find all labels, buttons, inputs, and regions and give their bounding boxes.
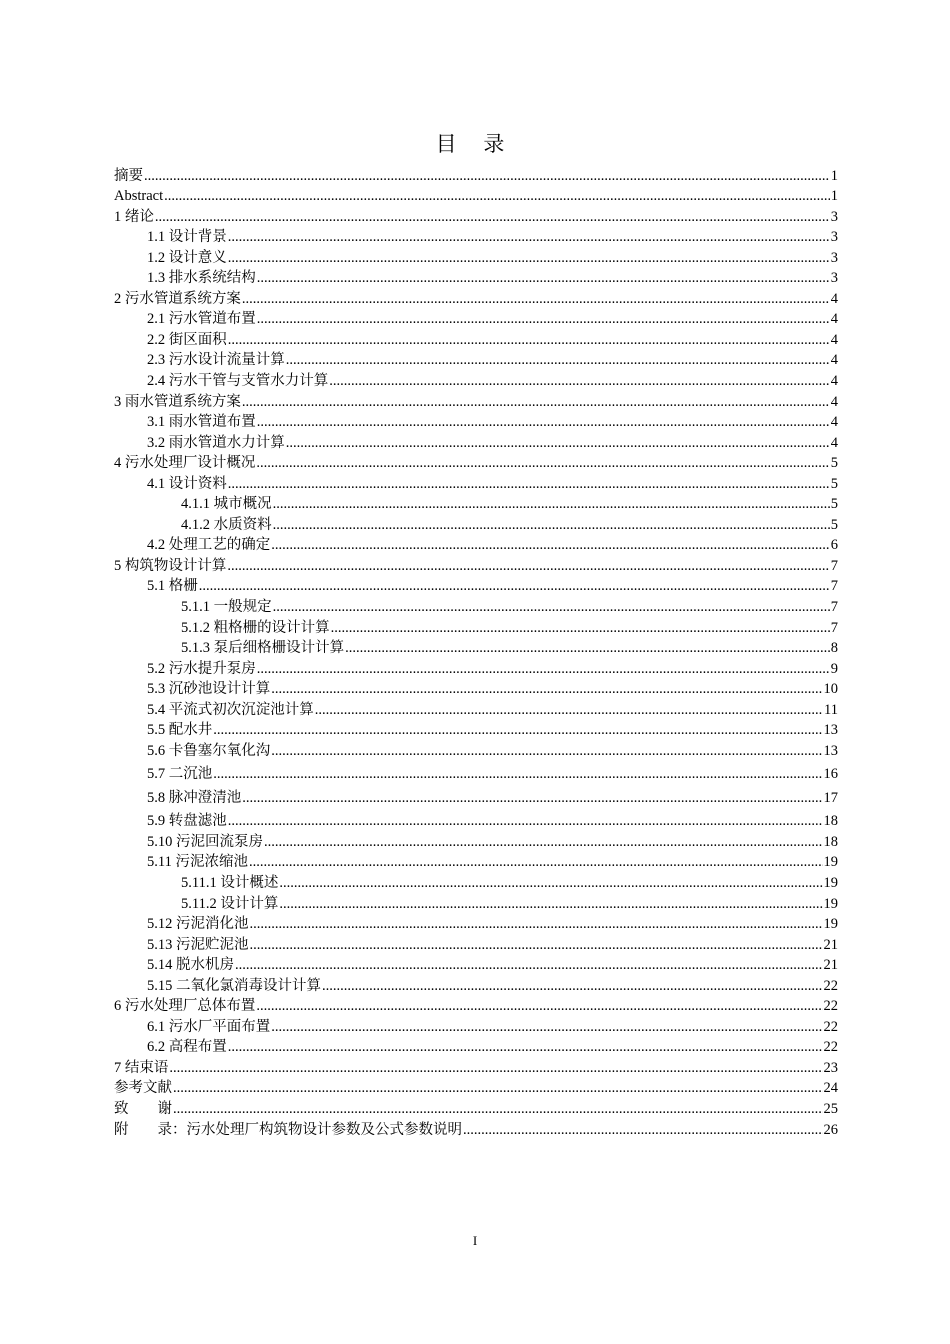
toc-entry[interactable] [114, 513, 838, 534]
toc-leader-dots [257, 269, 830, 287]
toc-entry[interactable] [114, 851, 838, 872]
toc-entry-title: 2.1 污水管道布置 [147, 311, 256, 328]
toc-entry-page: 1 [830, 167, 838, 184]
toc-leader-dots [322, 977, 823, 995]
toc-entry-title: 1.1 设计背景 [147, 229, 227, 246]
toc-entry-page: 5 [830, 516, 838, 533]
toc-entry-title: 5.1.1 一般规定 [181, 599, 272, 616]
toc-entry[interactable] [114, 913, 838, 934]
toc-leader-dots [173, 1079, 823, 1097]
toc-entry-title: 5.3 沉砂池设计计算 [147, 681, 271, 698]
toc-entry-page: 7 [830, 557, 838, 574]
toc-leader-dots [213, 721, 822, 739]
toc-entry[interactable] [114, 164, 838, 185]
toc-leader-dots [329, 372, 830, 390]
toc-entry-title: 5.5 配水井 [147, 722, 213, 739]
toc-entry-page: 19 [823, 916, 838, 933]
toc-entry-title: 1 绪论 [114, 208, 154, 225]
toc-entry[interactable] [114, 698, 838, 719]
toc-entry[interactable] [114, 246, 838, 267]
toc-entry[interactable] [114, 267, 838, 288]
page-number: I [472, 1233, 478, 1248]
toc-entry-page: 7 [830, 578, 838, 595]
toc-entry[interactable] [114, 616, 838, 637]
toc-entry[interactable] [114, 830, 838, 851]
toc-entry[interactable] [114, 678, 838, 699]
toc-entry-page: 7 [830, 599, 838, 616]
toc-entry-page: 19 [823, 875, 838, 891]
toc-entry[interactable] [114, 287, 838, 308]
toc-entry-title: 致 谢 [114, 1101, 172, 1118]
toc-entry[interactable] [114, 595, 838, 616]
toc-entry-title: 5.1.2 粗格栅的设计计算 [181, 619, 330, 636]
toc-entry[interactable] [114, 1056, 838, 1077]
toc-entry[interactable] [114, 411, 838, 432]
toc-entry[interactable] [114, 637, 838, 658]
toc-entry-title: 5 构筑物设计计算 [114, 557, 227, 574]
toc-entry-title: 5.13 污泥贮泥池 [147, 936, 249, 953]
toc-entry-title: 4.1.2 水质资料 [181, 516, 272, 533]
toc-entry-title: 4.2 处理工艺的确定 [147, 537, 271, 554]
toc-entry-page: 4 [830, 414, 838, 431]
toc-leader-dots [273, 495, 830, 513]
toc-leader-dots [228, 228, 830, 246]
toc-entry[interactable] [114, 783, 838, 807]
toc-leader-dots [271, 536, 830, 554]
toc-leader-dots [279, 874, 822, 892]
toc-leader-dots [273, 598, 830, 616]
toc-entry-page: 22 [823, 1039, 838, 1056]
toc-entry-title: 5.12 污泥消化池 [147, 916, 249, 933]
toc-entry-page: 4 [830, 373, 838, 390]
toc-leader-dots [286, 351, 830, 369]
toc-entry-page: 3 [830, 249, 838, 266]
toc-entry-title: 3.1 雨水管道布置 [147, 414, 256, 431]
toc-entry[interactable] [114, 1036, 838, 1057]
toc-entry-page: 23 [823, 1059, 838, 1076]
toc-leader-dots [242, 393, 830, 411]
toc-leader-dots [345, 639, 830, 657]
toc-leader-dots [144, 167, 830, 185]
toc-entry-page: 4 [830, 393, 838, 410]
toc-entry-page: 21 [823, 957, 838, 974]
toc-entry-title: 4.1.1 城市概况 [181, 496, 272, 513]
toc-entry-title: 5.11.1 设计概述 [181, 875, 279, 891]
toc-entry-title: 2 污水管道系统方案 [114, 290, 241, 307]
toc-entry-title: 5.1.3 泵后细格栅设计计算 [181, 640, 345, 657]
toc-entry-title: 4.1 设计资料 [147, 475, 227, 492]
toc-entry-page: 25 [823, 1101, 838, 1118]
table-of-contents [114, 164, 838, 1139]
toc-entry-page: 22 [823, 1018, 838, 1035]
toc-entry[interactable] [114, 534, 838, 555]
toc-entry-title: 2.2 街区面积 [147, 331, 227, 348]
toc-entry[interactable] [114, 954, 838, 975]
toc-entry-title: 5.7 二沉池 [147, 766, 213, 783]
toc-entry[interactable] [114, 739, 838, 760]
toc-entry[interactable] [114, 995, 838, 1016]
toc-entry-title: 参考文献 [114, 1080, 172, 1097]
toc-entry-title: 2.3 污水设计流量计算 [147, 352, 285, 369]
toc-leader-dots [250, 936, 823, 954]
toc-leader-dots [264, 833, 823, 851]
toc-entry-page: 3 [830, 208, 838, 225]
toc-entry-title: 6.2 高程布置 [147, 1039, 227, 1056]
toc-entry-page: 19 [823, 895, 838, 912]
toc-leader-dots [169, 1059, 822, 1077]
toc-entry-page: 22 [823, 998, 838, 1015]
toc-leader-dots [199, 577, 830, 595]
toc-entry-title: 5.2 污水提升泵房 [147, 660, 256, 677]
toc-entry-title: 5.4 平流式初次沉淀池计算 [147, 701, 314, 718]
toc-entry-page: 13 [823, 722, 838, 739]
toc-entry[interactable] [114, 349, 838, 370]
toc-entry[interactable] [114, 185, 838, 206]
toc-entry-page: 24 [823, 1080, 838, 1097]
toc-entry[interactable] [114, 719, 838, 740]
toc-leader-dots [242, 290, 830, 308]
toc-entry-page: 3 [830, 229, 838, 246]
toc-entry-page: 18 [823, 813, 838, 830]
toc-leader-dots [257, 660, 830, 678]
toc-entry-title: 5.8 脉冲澄清池 [147, 789, 242, 806]
toc-entry[interactable] [114, 431, 838, 452]
toc-entry[interactable] [114, 1097, 838, 1118]
toc-entry-page: 1 [830, 188, 838, 205]
toc-entry-page: 5 [830, 455, 838, 472]
toc-leader-dots [164, 187, 830, 205]
toc-leader-dots [256, 997, 822, 1015]
toc-entry-title: 5.14 脱水机房 [147, 957, 234, 974]
toc-entry[interactable] [114, 226, 838, 247]
toc-entry-title: 3 雨水管道系统方案 [114, 393, 241, 410]
toc-entry[interactable] [114, 452, 838, 473]
toc-entry[interactable] [114, 1118, 838, 1139]
toc-entry-page: 7 [830, 619, 838, 636]
toc-entry[interactable] [114, 205, 838, 226]
toc-leader-dots [228, 1038, 823, 1056]
toc-leader-dots [315, 701, 823, 719]
toc-leader-dots [271, 680, 822, 698]
toc-entry-title: 5.11 污泥浓缩池 [147, 854, 248, 871]
toc-entry-page: 6 [830, 537, 838, 554]
toc-entry-page: 4 [830, 331, 838, 348]
toc-entry-page: 17 [823, 789, 838, 806]
toc-entry-page: 8 [830, 640, 838, 657]
toc-entry-title: 5.10 污泥回流泵房 [147, 833, 263, 850]
toc-entry[interactable] [114, 369, 838, 390]
toc-leader-dots [271, 1018, 822, 1036]
toc-entry-page: 4 [830, 311, 838, 328]
toc-entry-title: 摘要 [114, 167, 143, 184]
toc-entry[interactable] [114, 472, 838, 493]
toc-entry-title: 2.4 污水干管与支管水力计算 [147, 373, 329, 390]
toc-entry-title: 附 录：污水处理厂构筑物设计参数及公式参数说明 [114, 1121, 462, 1138]
toc-entry-title: 6 污水处理厂总体布置 [114, 998, 256, 1015]
toc-entry[interactable] [114, 974, 838, 995]
toc-entry-page: 26 [823, 1121, 838, 1138]
toc-leader-dots [331, 619, 830, 637]
toc-leader-dots [463, 1121, 823, 1139]
toc-leader-dots [279, 895, 822, 913]
toc-entry-title: 1.3 排水系统结构 [147, 270, 256, 287]
toc-leader-dots [286, 434, 830, 452]
toc-entry[interactable] [114, 657, 838, 678]
toc-leader-dots [235, 956, 823, 974]
toc-entry-page: 11 [824, 701, 838, 718]
toc-entry-page: 4 [830, 290, 838, 307]
toc-leader-dots [257, 310, 830, 328]
toc-leader-dots [273, 516, 830, 534]
toc-entry-title: 5.11.2 设计计算 [181, 895, 279, 912]
toc-entry-title: 5.15 二氧化氯消毒设计计算 [147, 977, 321, 994]
toc-entry[interactable] [114, 308, 838, 329]
toc-entry-title: 6.1 污水厂平面布置 [147, 1018, 271, 1035]
toc-leader-dots [173, 1100, 823, 1118]
toc-entry-page: 4 [830, 434, 838, 451]
toc-entry-page: 19 [823, 854, 838, 871]
toc-entry-title: 7 结束语 [114, 1059, 169, 1076]
toc-entry[interactable] [114, 760, 838, 784]
toc-leader-dots [228, 475, 830, 493]
toc-entry[interactable] [114, 1077, 838, 1098]
toc-entry[interactable] [114, 493, 838, 514]
toc-entry-title: 3.2 雨水管道水力计算 [147, 434, 285, 451]
toc-entry[interactable] [114, 892, 838, 913]
toc-entry-title: Abstract [114, 188, 164, 205]
toc-leader-dots [155, 208, 830, 226]
toc-entry-title: 5.9 转盘滤池 [147, 813, 227, 830]
toc-leader-dots [227, 557, 829, 575]
toc-entry-title: 5.6 卡鲁塞尔氧化沟 [147, 742, 271, 759]
toc-entry[interactable] [114, 554, 838, 575]
toc-entry-title: 1.2 设计意义 [147, 249, 227, 266]
toc-entry-page: 5 [830, 496, 838, 513]
toc-entry-page: 9 [830, 660, 838, 677]
toc-entry-page: 21 [823, 936, 838, 953]
toc-leader-dots [228, 249, 830, 267]
toc-entry[interactable] [114, 1015, 838, 1036]
toc-entry-page: 10 [823, 681, 838, 698]
toc-leader-dots [228, 331, 830, 349]
toc-entry-title: 5.1 格栅 [147, 578, 198, 595]
page-title: 目 录 [435, 132, 515, 156]
toc-leader-dots [242, 789, 822, 807]
toc-entry-page: 5 [830, 475, 838, 492]
toc-entry-page: 3 [830, 270, 838, 287]
toc-entry-title: 4 污水处理厂设计概况 [114, 455, 256, 472]
toc-entry-page: 16 [823, 766, 838, 783]
toc-entry[interactable] [114, 871, 838, 892]
toc-entry[interactable] [114, 575, 838, 596]
toc-leader-dots [249, 853, 823, 871]
toc-leader-dots [256, 454, 829, 472]
toc-leader-dots [250, 915, 823, 933]
toc-entry-page: 4 [830, 352, 838, 369]
toc-entry[interactable] [114, 390, 838, 411]
toc-leader-dots [271, 742, 822, 760]
toc-leader-dots [257, 413, 830, 431]
toc-entry-page: 22 [823, 977, 838, 994]
toc-entry-page: 18 [823, 833, 838, 850]
toc-leader-dots [228, 812, 823, 830]
toc-leader-dots [213, 765, 822, 783]
toc-entry-page: 13 [823, 742, 838, 759]
toc-entry[interactable] [114, 933, 838, 954]
toc-entry[interactable] [114, 328, 838, 349]
toc-entry[interactable] [114, 807, 838, 831]
